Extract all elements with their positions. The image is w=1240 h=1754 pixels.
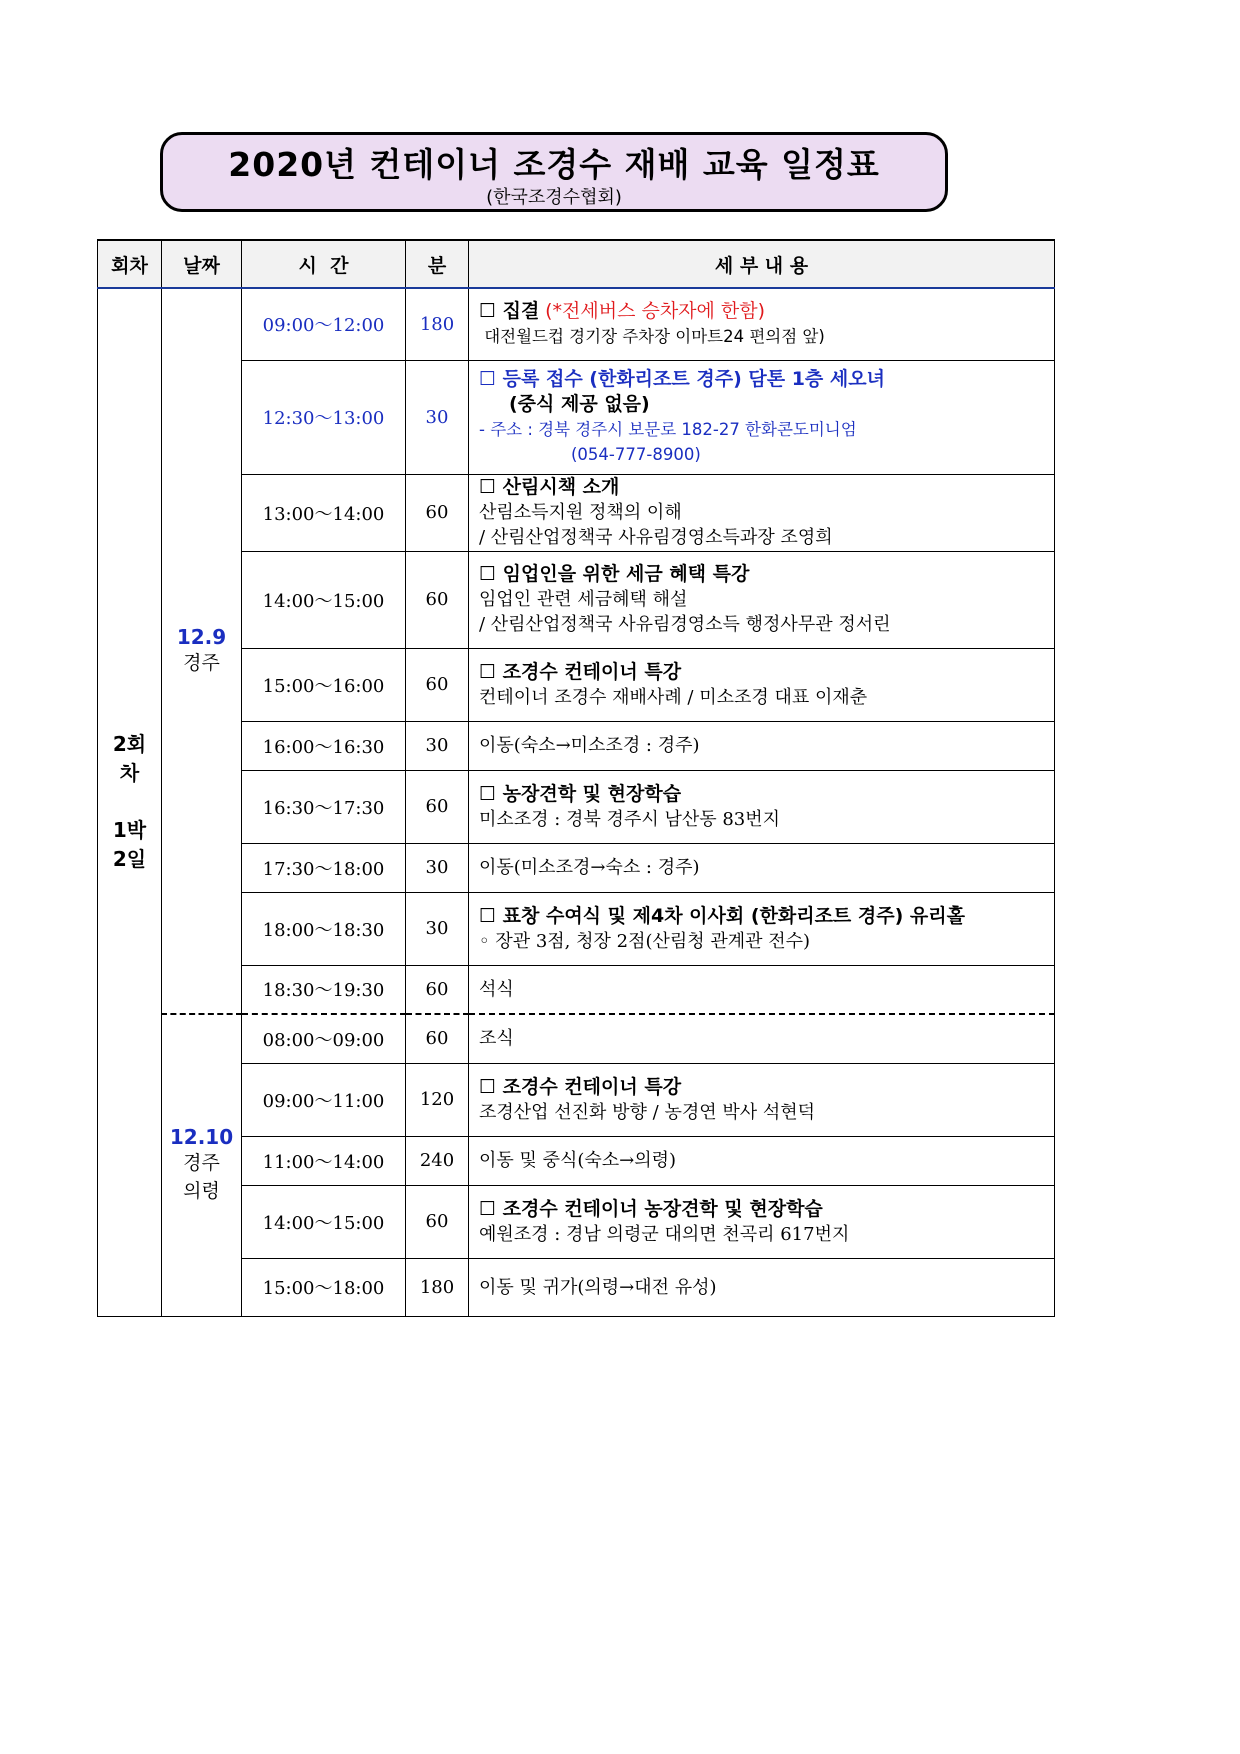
time-cell: 08:00～09:00 (242, 1014, 406, 1063)
detail-cell (469, 360, 1055, 474)
detail-heading: ☐ 집결 (479, 300, 540, 323)
detail-heading: ☐ 등록 접수 (한화리조트 경주) 담톤 1층 세오녀 (479, 368, 885, 390)
session-label: 차 (119, 761, 140, 786)
detail-heading: ☐ 농장견학 및 현장학습 (479, 782, 682, 805)
date-value: 12.10 (169, 1125, 234, 1150)
time-cell: 16:30～17:30 (242, 770, 406, 843)
detail-cell (469, 648, 1055, 721)
detail-cell: 이동(미소조경→숙소 : 경주) (469, 843, 1055, 892)
detail-cell: 석식 (469, 965, 1055, 1014)
title-banner (160, 132, 948, 212)
detail-heading: ☐ 임업인을 위한 세금 혜택 특강 (479, 563, 750, 585)
table-row (98, 770, 1055, 843)
header-session: 회차 (98, 240, 162, 288)
header-minutes: 분 (406, 240, 469, 288)
time-cell: 11:00～14:00 (242, 1136, 406, 1185)
detail-note: (*전세버스 승차자에 한함) (545, 300, 766, 323)
detail-heading: ☐ 산림시책 소개 (479, 476, 620, 498)
header-time: 시 간 (242, 240, 406, 288)
detail-heading-note: (중식 제공 없음) (509, 393, 650, 415)
detail-line: / 산림산업정책국 사유림경영소득과장 조영희 (479, 527, 833, 548)
minutes-cell: 30 (406, 892, 469, 965)
detail-line: ◦ 장관 3점, 청장 2점(산림청 관계관 전수) (479, 930, 811, 952)
page-subtitle: (한국조경수협회) (486, 187, 622, 208)
session-duration: 2일 (112, 847, 147, 872)
date-value: 12.9 (176, 625, 227, 649)
minutes-cell: 180 (406, 288, 469, 360)
header-details: 세 부 내 용 (469, 240, 1055, 288)
detail-cell (469, 1063, 1055, 1136)
detail-line: 컨테이너 조경수 재배사례 / 미소조경 대표 이재춘 (479, 686, 868, 708)
detail-line: / 산림산업정책국 사유림경영소득 행정사무관 정서린 (479, 614, 891, 635)
time-cell: 15:00～16:00 (242, 648, 406, 721)
minutes-cell: 60 (406, 770, 469, 843)
table-row (98, 1258, 1055, 1316)
header-date: 날짜 (162, 240, 242, 288)
time-cell: 13:00～14:00 (242, 474, 406, 551)
table-row (98, 648, 1055, 721)
minutes-cell: 180 (406, 1258, 469, 1316)
time-cell: 09:00～11:00 (242, 1063, 406, 1136)
detail-line: 조경산업 선진화 방향 / 농경연 박사 석현덕 (479, 1101, 815, 1123)
date-place: 경주 (183, 1152, 220, 1175)
detail-cell (469, 892, 1055, 965)
session-cell (98, 288, 162, 1316)
detail-heading: ☐ 조경수 컨테이너 특강 (479, 1075, 682, 1098)
detail-cell (469, 288, 1055, 360)
detail-heading: ☐ 조경수 컨테이너 특강 (479, 660, 682, 683)
detail-heading: ☐ 조경수 컨테이너 농장견학 및 현장학습 (479, 1197, 823, 1220)
detail-line: - 주소 : 경북 경주시 보문로 182-27 한화콘도미니엄 (479, 420, 857, 439)
time-cell: 14:00～15:00 (242, 1185, 406, 1258)
table-row (98, 965, 1055, 1014)
minutes-cell: 30 (406, 721, 469, 770)
session-label: 2회 (112, 732, 147, 757)
table-row (98, 721, 1055, 770)
detail-line: 임업인 관련 세금혜택 해설 (479, 589, 688, 610)
minutes-cell: 30 (406, 360, 469, 474)
time-cell: 17:30～18:00 (242, 843, 406, 892)
table-row (98, 892, 1055, 965)
detail-cell: 이동 및 중식(숙소→의령) (469, 1136, 1055, 1185)
detail-line: 예원조경 : 경남 의령군 대의면 천곡리 617번지 (479, 1223, 850, 1245)
detail-cell (469, 474, 1055, 551)
time-cell: 18:00～18:30 (242, 892, 406, 965)
table-header-row (98, 240, 1055, 288)
session-duration: 1박 (112, 818, 147, 843)
detail-cell: 이동 및 귀가(의령→대전 유성) (469, 1258, 1055, 1316)
time-cell: 18:30～19:30 (242, 965, 406, 1014)
minutes-cell: 120 (406, 1063, 469, 1136)
minutes-cell: 60 (406, 648, 469, 721)
table-row (98, 1063, 1055, 1136)
date-place: 의령 (183, 1180, 220, 1203)
minutes-cell: 60 (406, 551, 469, 648)
detail-cell (469, 551, 1055, 648)
date-cell-day2 (162, 1014, 242, 1316)
minutes-cell: 60 (406, 474, 469, 551)
time-cell: 16:00～16:30 (242, 721, 406, 770)
detail-line: 대전월드컵 경기장 주차장 이마트24 편의점 앞) (479, 327, 825, 347)
table-row (98, 474, 1055, 551)
detail-cell: 이동(숙소→미소조경 : 경주) (469, 721, 1055, 770)
detail-cell (469, 1185, 1055, 1258)
time-cell: 15:00～18:00 (242, 1258, 406, 1316)
date-cell-day1 (162, 288, 242, 1014)
table-row (98, 1185, 1055, 1258)
date-place: 경주 (183, 652, 220, 674)
time-cell: 09:00～12:00 (242, 288, 406, 360)
minutes-cell: 240 (406, 1136, 469, 1185)
table-row (98, 360, 1055, 474)
schedule-table (97, 239, 1055, 1317)
table-row (98, 551, 1055, 648)
detail-line: 산림소득지원 정책의 이해 (479, 502, 682, 523)
detail-cell: 조식 (469, 1014, 1055, 1063)
minutes-cell: 60 (406, 965, 469, 1014)
detail-cell (469, 770, 1055, 843)
time-cell: 12:30～13:00 (242, 360, 406, 474)
minutes-cell: 60 (406, 1014, 469, 1063)
minutes-cell: 60 (406, 1185, 469, 1258)
table-row (98, 1014, 1055, 1063)
detail-line: (054-777-8900) (571, 445, 701, 464)
table-row (98, 1136, 1055, 1185)
detail-line: 미소조경 : 경북 경주시 남산동 83번지 (479, 808, 781, 830)
page-title: 2020년 컨테이너 조경수 재배 교육 일정표 (228, 145, 880, 184)
detail-heading: ☐ 표창 수여식 및 제4차 이사회 (한화리조트 경주) 유리홀 (479, 904, 965, 927)
minutes-cell: 30 (406, 843, 469, 892)
table-row (98, 843, 1055, 892)
time-cell: 14:00～15:00 (242, 551, 406, 648)
table-row (98, 288, 1055, 360)
